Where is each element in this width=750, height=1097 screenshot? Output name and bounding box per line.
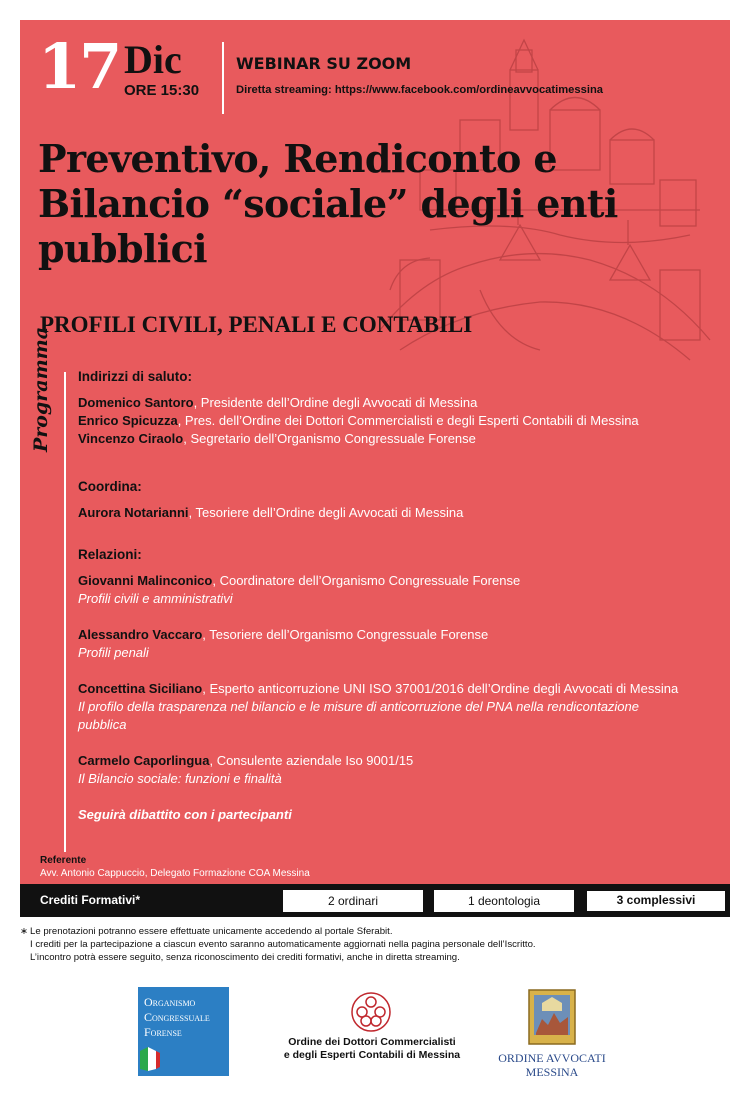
event-time: ORE 15:30 xyxy=(124,82,200,99)
speaker-line xyxy=(78,430,728,448)
speaker-role: , Pres. dell’Ordine dei Dottori Commercialisti e degli Esperti Contabili di Messina xyxy=(177,413,639,428)
footnote-line: I crediti per la partecipazione a ciascun evento saranno automaticamente aggiornati nella pagina personale dell’Iscritto. xyxy=(30,939,536,950)
credits-label: Crediti Formativi* xyxy=(40,893,141,907)
speaker-role: , Tesoriere dell’Ordine degli Avvocati di Messina xyxy=(188,505,464,520)
speaker-topic: Profili penali xyxy=(78,645,149,660)
referente-heading: Referente xyxy=(40,855,87,866)
footnote-line: L’incontro potrà essere seguito, senza riconoscimento dei crediti formativi, anche in diretta streaming. xyxy=(30,952,460,963)
speaker-role: , Presidente dell’Ordine degli Avvocati di Messina xyxy=(193,395,478,410)
speaker-role: , Tesoriere dell’Organismo Congressuale Forense xyxy=(202,627,489,642)
speaker-line xyxy=(78,680,728,698)
closing-note: Seguirà dibattito con i partecipanti xyxy=(78,807,292,822)
odcec-line: Ordine dei Dottori Commercialisti xyxy=(288,1036,456,1048)
ocf-logo-text: Congressuale xyxy=(144,1010,210,1024)
speaker-role: , Consulente aziendale Iso 9001/15 xyxy=(209,753,414,768)
speaker-topic: Il Bilancio sociale: funzioni e finalità xyxy=(78,771,282,786)
odcec-emblem-icon xyxy=(349,990,393,1034)
credits-ordinari: 2 ordinari xyxy=(283,890,423,912)
credits-deontologia: 1 deontologia xyxy=(434,890,574,912)
speaker-name: Concettina Siciliano xyxy=(78,681,203,696)
speaker-line xyxy=(78,572,728,590)
speaker-topic: Profili civili e amministrativi xyxy=(78,591,233,606)
programma-label: Programma xyxy=(30,326,52,452)
credits-complessivi: 3 complessivi xyxy=(586,890,726,912)
ocf-logo xyxy=(138,987,229,1076)
relazioni-heading: Relazioni: xyxy=(78,547,142,562)
speaker-role: , Coordinatore dell’Organismo Congressuale Forense xyxy=(212,573,521,588)
coa-line: ORDINE AVVOCATI xyxy=(498,1051,606,1065)
coordina-heading: Coordina: xyxy=(78,479,142,494)
speaker-name: Giovanni Malinconico xyxy=(78,573,213,588)
streaming-link[interactable]: Diretta streaming: https://www.facebook.com/ordineavvocatimessina xyxy=(236,84,604,96)
event-subtitle: PROFILI CIVILI, PENALI E CONTABILI xyxy=(40,312,473,337)
asterisk-icon: ∗ xyxy=(20,926,29,937)
poster xyxy=(20,20,730,908)
speaker-name: Enrico Spicuzza xyxy=(78,413,178,428)
credits-bar xyxy=(20,884,730,917)
ocf-logo-text: Organismo xyxy=(144,995,196,1009)
speaker-line xyxy=(78,394,728,412)
odcec-logo-text xyxy=(282,1036,462,1062)
saluti-heading: Indirizzi di saluto: xyxy=(78,369,192,384)
speaker-name: Carmelo Caporlingua xyxy=(78,753,210,768)
speaker-line xyxy=(78,626,728,644)
speaker-role: , Segretario dell’Organismo Congressuale Forense xyxy=(183,431,476,446)
footnote-line: Le prenotazioni potranno essere effettuate unicamente accedendo al portale Sferabit. xyxy=(30,926,393,937)
speaker-name: Alessandro Vaccaro xyxy=(78,627,203,642)
referente-value: Avv. Antonio Cappuccio, Delegato Formazione COA Messina xyxy=(40,868,310,879)
header-divider xyxy=(222,42,224,114)
odcec-line: e degli Esperti Contabili di Messina xyxy=(283,1049,461,1061)
programma-divider xyxy=(64,372,66,852)
ocf-logo-text: Forense xyxy=(144,1025,182,1039)
speaker-name: Domenico Santoro xyxy=(78,395,194,410)
coordinator-line xyxy=(78,504,728,522)
coa-line: MESSINA xyxy=(525,1065,579,1079)
footnotes xyxy=(20,925,536,964)
event-month: Dic xyxy=(124,37,182,82)
programma-content xyxy=(78,368,728,824)
coa-crest-icon xyxy=(528,989,576,1045)
speaker-name: Vincenzo Ciraolo xyxy=(78,431,184,446)
speaker-line xyxy=(78,752,728,770)
speaker-topic: Il profilo della trasparenza nel bilancio e le misure di anticorruzione del PNA nella rendicontazione xyxy=(78,699,639,714)
webinar-label: WEBINAR SU ZOOM xyxy=(236,54,412,73)
speaker-role: , Esperto anticorruzione UNI ISO 37001/2016 dell’Ordine degli Avvocati di Messina xyxy=(202,681,679,696)
event-day: 17 xyxy=(38,30,121,103)
ocf-flag-icon xyxy=(138,1045,162,1073)
event-title: Preventivo, Rendiconto e Bilancio “sociale” degli enti pubblici xyxy=(38,136,618,271)
coa-logo-text xyxy=(478,1051,626,1079)
speaker-topic: pubblica xyxy=(78,717,127,732)
speaker-name: Aurora Notarianni xyxy=(78,505,189,520)
speaker-line xyxy=(78,412,728,430)
referente xyxy=(40,854,310,880)
